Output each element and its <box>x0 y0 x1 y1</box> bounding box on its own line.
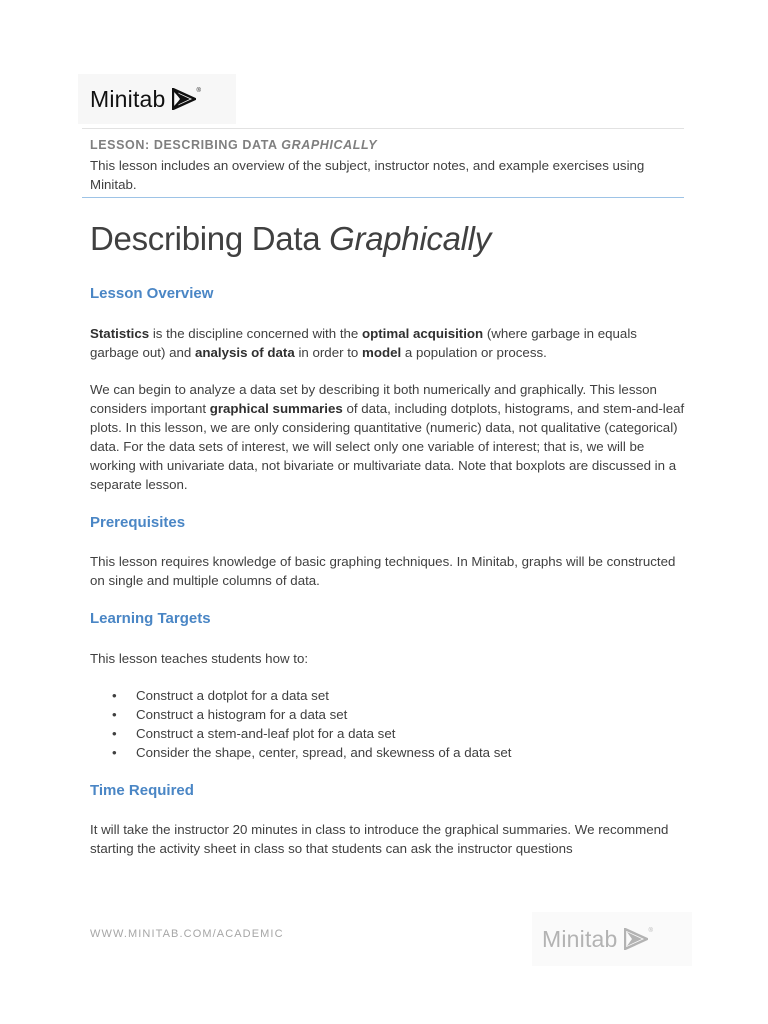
text-run: a population or process. <box>401 345 547 360</box>
heading-time-required: Time Required <box>90 782 194 799</box>
title-emph: Graphically <box>329 220 491 257</box>
header-divider <box>82 128 684 129</box>
learning-targets-list <box>90 686 680 762</box>
text-run: of data, including dotplots, histograms, and stem-and-leaf plots. In this lesson, we are only considering quantitative (numeric) data, not qualitative (categorical) data. For the data sets of interest, we will select only one variable of interest; that is, we will be working with univariate data, not bivariate or multivariate data. Note that boxplots are discussed in a separate lesson. <box>90 401 685 492</box>
bold-term: model <box>362 345 402 360</box>
bullet: • <box>112 688 117 703</box>
text-run: is the discipline concerned with the <box>149 326 362 341</box>
bold-term: Statistics <box>90 326 150 341</box>
bullet: • <box>112 707 117 722</box>
list-item-text: Consider the shape, center, spread, and skewness of a data set <box>136 745 512 760</box>
page-title <box>90 220 491 258</box>
registered-mark: ® <box>648 928 653 934</box>
footer-url: WWW.MINITAB.COM/ACADEMIC <box>90 928 284 940</box>
lesson-tag-prefix: LESSON: DESCRIBING DATA <box>90 138 282 152</box>
logo-wordmark: Minitab <box>90 85 166 112</box>
overview-paragraph-2 <box>90 380 686 494</box>
list-item <box>90 686 680 705</box>
list-item <box>90 724 680 743</box>
prerequisites-text: This lesson requires knowledge of basic graphing techniques. In Minitab, graphs will be constructed on single and multiple columns of data. <box>90 554 676 588</box>
time-required-text: It will take the instructor 20 minutes in class to introduce the graphical summaries. We recommend starting the activity sheet in class so that students can ask the instructor questions <box>90 822 669 856</box>
header-logo <box>78 74 236 124</box>
list-item-text: Construct a dotplot for a data set <box>136 688 329 703</box>
learning-targets-intro: This lesson teaches students how to: <box>90 651 309 666</box>
text-run: (where garbage in equals garbage out) and <box>90 326 637 360</box>
heading-lesson-overview: Lesson Overview <box>90 285 214 302</box>
registered-mark: ® <box>196 88 201 94</box>
list-item-text: Construct a histogram for a data set <box>136 707 348 722</box>
lesson-tag-emph: GRAPHICALLY <box>281 138 378 152</box>
minitab-arrow-icon <box>172 88 201 110</box>
text-run: in order to <box>294 345 363 360</box>
bold-term: graphical summaries <box>209 401 343 416</box>
list-item <box>90 743 680 762</box>
list-item <box>90 705 680 724</box>
lesson-tag <box>90 138 377 152</box>
footer-logo <box>532 912 692 966</box>
title-main: Describing Data <box>90 220 330 257</box>
overview-paragraph-1 <box>90 324 686 362</box>
bullet: • <box>112 745 117 760</box>
header-blue-divider <box>82 197 684 198</box>
minitab-arrow-icon <box>624 928 653 950</box>
text-run: We can begin to analyze a data set by describing it both numerically and graphically. This lesson considers important <box>90 382 657 416</box>
bold-term: analysis of data <box>194 345 295 360</box>
bullet: • <box>112 726 117 741</box>
heading-prerequisites: Prerequisites <box>90 514 186 531</box>
heading-learning-targets: Learning Targets <box>90 610 211 627</box>
bold-term: optimal acquisition <box>362 326 484 341</box>
list-item-text: Construct a stem-and-leaf plot for a data set <box>136 726 396 741</box>
footer-logo-wordmark: Minitab <box>542 925 618 952</box>
lesson-description: This lesson includes an overview of the subject, instructor notes, and example exercises using Minitab. <box>90 158 645 192</box>
